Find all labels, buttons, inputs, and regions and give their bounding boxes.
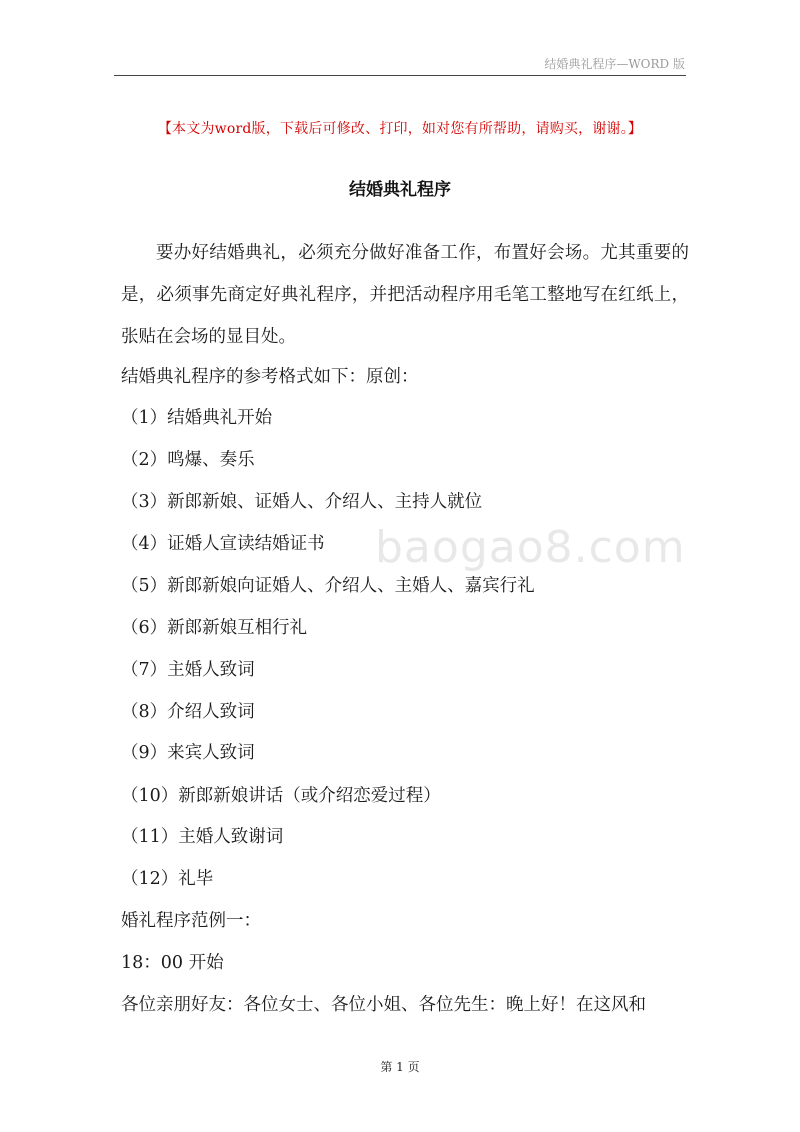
step-item: （2）鸣爆、奏乐: [121, 450, 255, 470]
step-item: （12）礼毕: [121, 869, 214, 889]
step-item: （11）主婚人致谢词: [121, 827, 284, 847]
intro-paragraph: 要办好结婚典礼，必须充分做好准备工作，布置好会场。尤其重要的是，必须事先商定好典礼程序，并把活动程序用毛笔工整地写在红纸上，张贴在会场的显目处。: [121, 243, 689, 347]
greeting-line: 各位亲朋好友：各位女士、各位小姐、各位先生：晚上好！在这风和: [121, 995, 646, 1015]
document-title: 结婚典礼程序: [349, 180, 451, 200]
watermark: baogao8.com: [375, 522, 686, 573]
step-item: （4）证婚人宣读结婚证书: [121, 534, 325, 554]
step-item: （1）结婚典礼开始: [121, 408, 273, 428]
header-divider: [114, 75, 686, 76]
step-item: （7）主婚人致词: [121, 660, 255, 680]
format-heading: 结婚典礼程序的参考格式如下：原创：: [121, 367, 419, 387]
step-item: （9）来宾人致词: [121, 743, 255, 763]
step-item: （6）新郎新娘互相行礼: [121, 618, 308, 638]
page-number: 第 1 页: [380, 1060, 420, 1074]
purchase-notice: 【本文为word版，下载后可修改、打印，如对您有所帮助，请购买，谢谢。】: [157, 121, 643, 137]
step-item: （10）新郎新娘讲话（或介绍恋爱过程）: [121, 786, 441, 806]
step-item: （5）新郎新娘向证婚人、介绍人、主婚人、嘉宾行礼: [121, 576, 535, 596]
step-item: （3）新郎新娘、证婚人、介绍人、主持人就位: [121, 492, 483, 512]
running-header: 结婚典礼程序—WORD 版: [544, 57, 685, 71]
example-heading: 婚礼程序范例一：: [121, 911, 261, 931]
time-line: 18：00 开始: [121, 953, 224, 973]
step-item: （8）介绍人致词: [121, 702, 255, 722]
